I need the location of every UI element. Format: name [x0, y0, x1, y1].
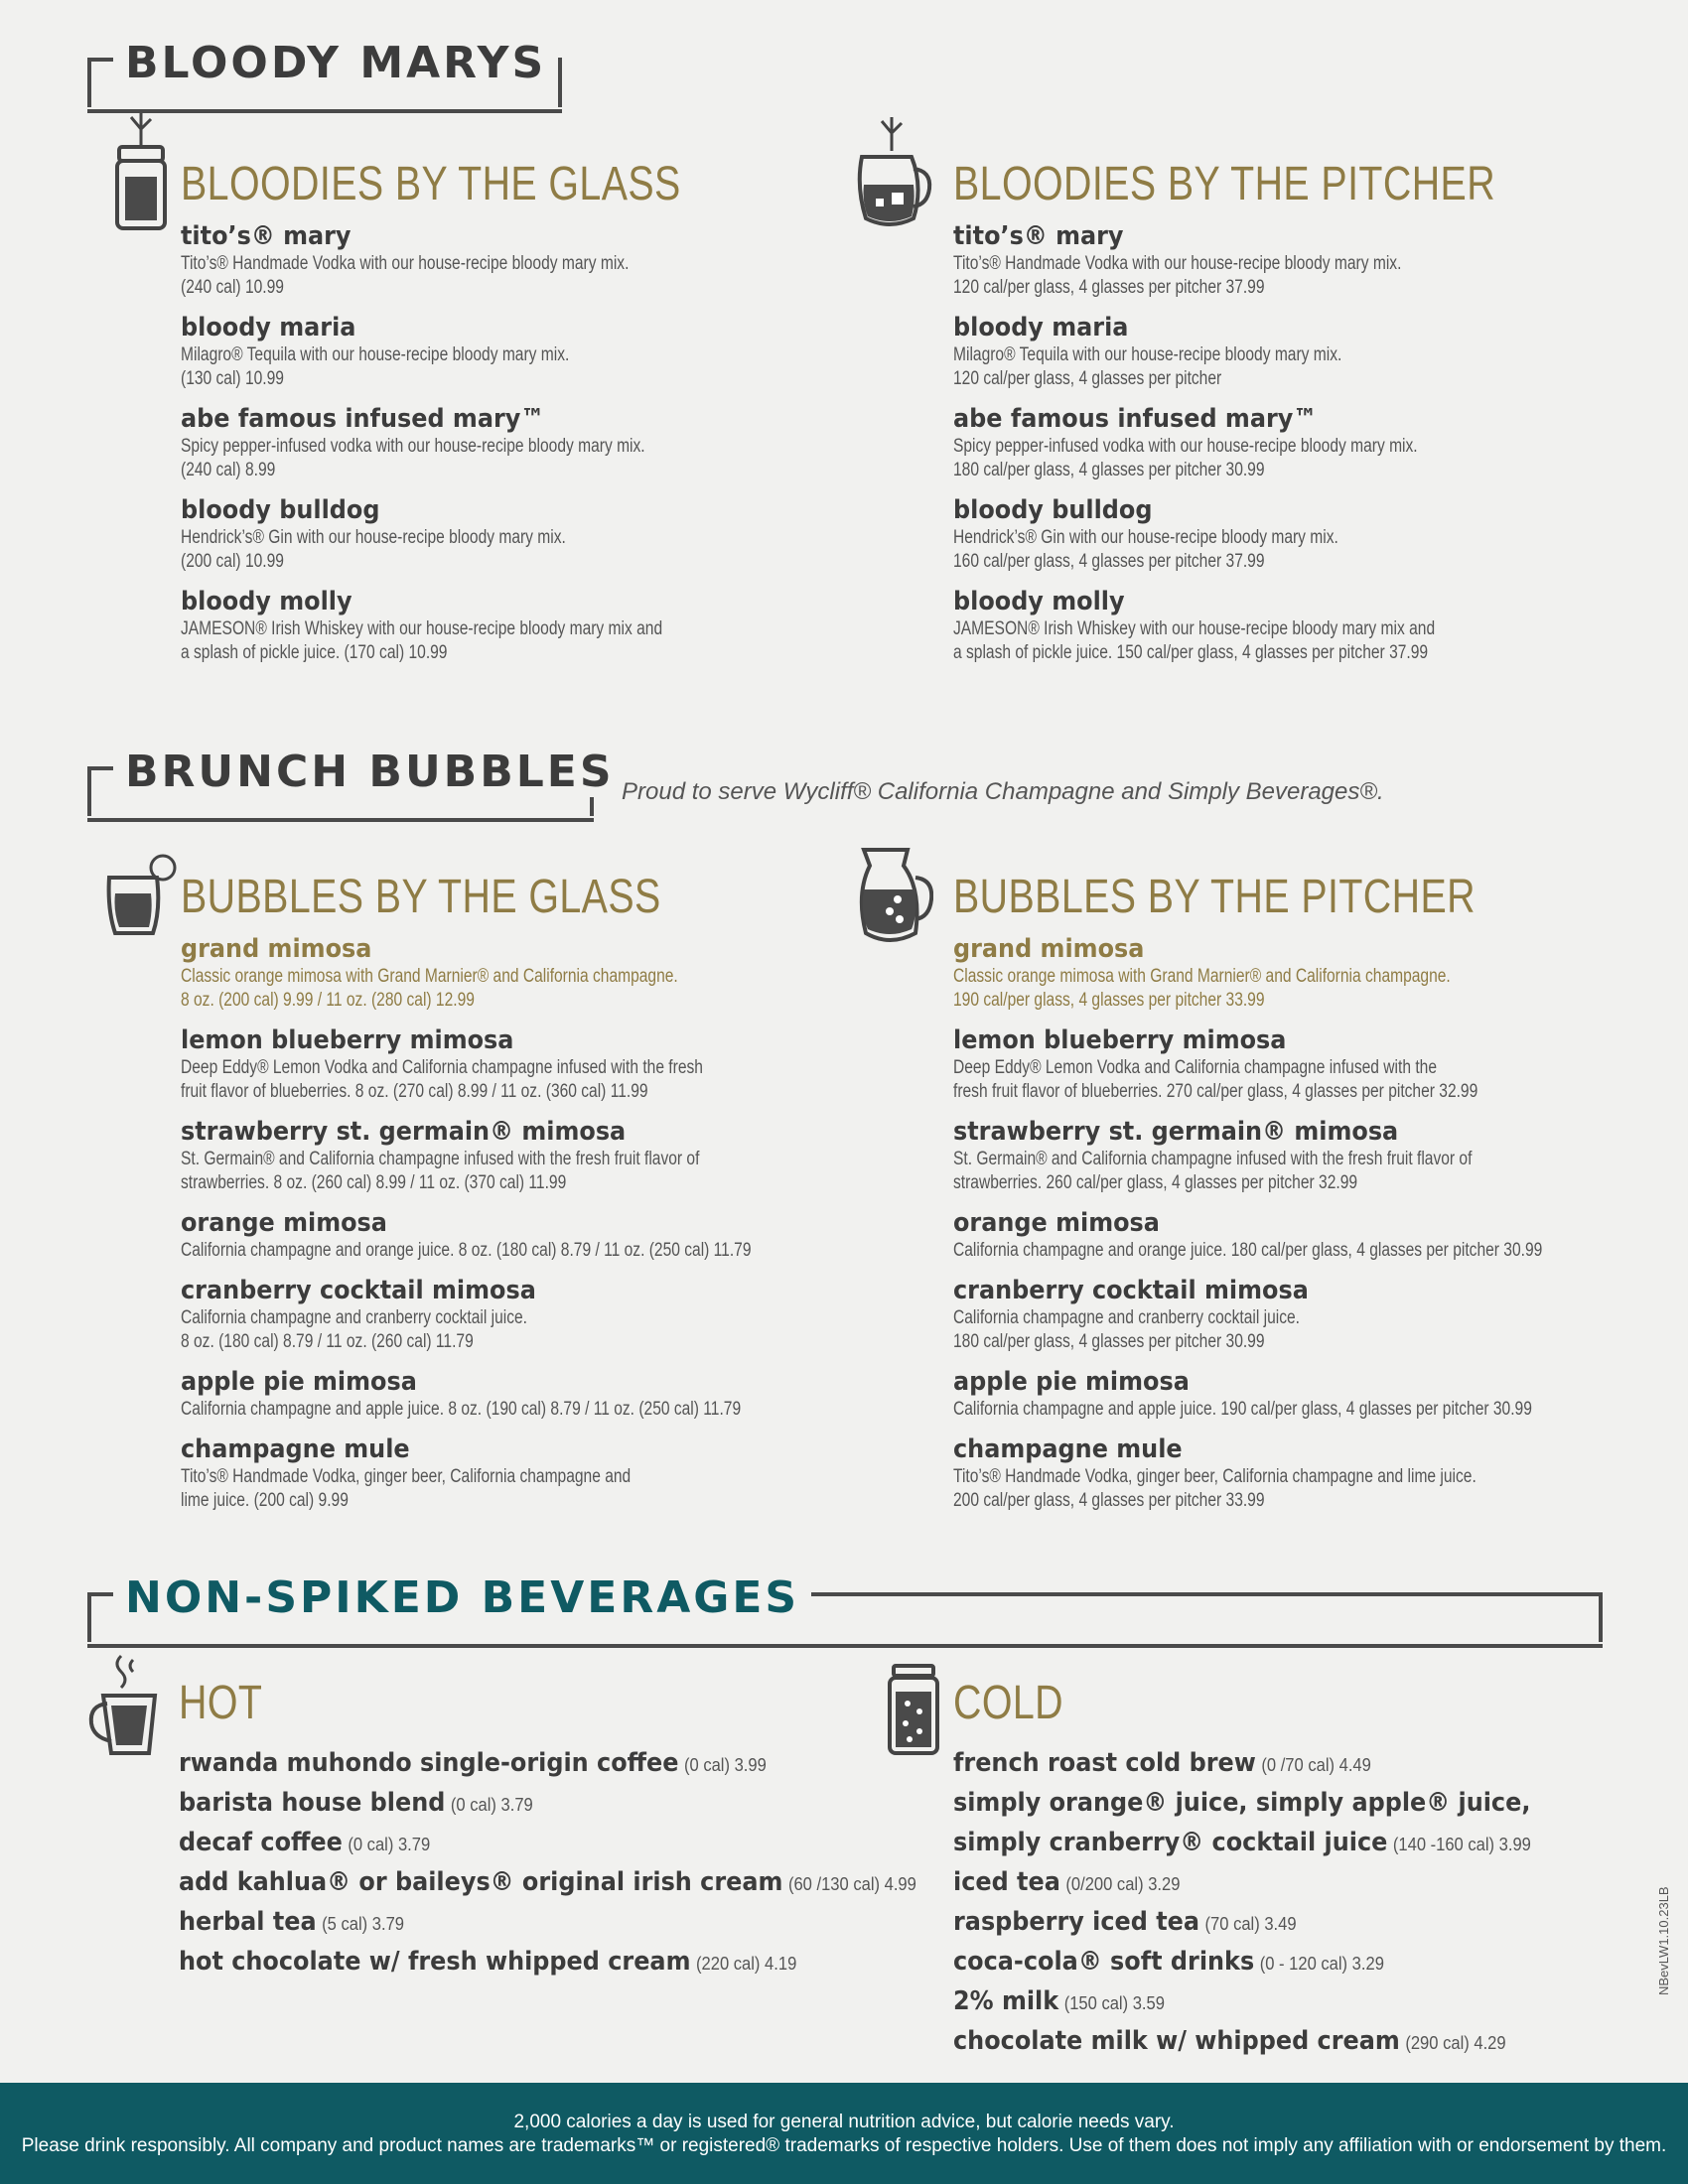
item-description: St. Germain® and California champagne infused with the fresh fruit flavor of [953, 1149, 1473, 1169]
item-description: California champagne and apple juice. 8 oz. (190 cal) 8.79 / 11 oz. (250 cal) 11.79 [181, 1399, 742, 1420]
menu-code: NBevLW1.10.23LB [1656, 1886, 1671, 1995]
beverage-price: (0 cal) 3.79 [348, 1835, 431, 1854]
item-name: tito’s® mary [953, 221, 1124, 251]
hot-title: HOT [179, 1677, 263, 1729]
item-price: strawberries. 260 cal/per glass, 4 glasses per pitcher 32.99 [953, 1172, 1358, 1193]
beverage-item [953, 1825, 1593, 1864]
item-name: cranberry cocktail mimosa [181, 1276, 536, 1305]
bloodies-glass-column [181, 157, 836, 677]
bubbles-glass-title: BUBBLES BY THE GLASS [181, 871, 661, 923]
item-description: Hendrick’s® Gin with our house-recipe bloody mary mix. [181, 527, 566, 548]
menu-item [181, 403, 836, 482]
item-name: strawberry st. germain® mimosa [953, 1117, 1399, 1147]
item-price: (240 cal) 10.99 [181, 277, 284, 298]
item-name: bloody molly [953, 587, 1125, 616]
item-price: a splash of pickle juice. (170 cal) 10.99 [181, 642, 448, 663]
beverage-price: (0 - 120 cal) 3.29 [1259, 1954, 1384, 1974]
bloodies-pitcher-column [953, 157, 1648, 677]
item-name: abe famous infused mary™ [953, 404, 1318, 434]
bloodies-pitcher-list [953, 220, 1648, 665]
item-price: 120 cal/per glass, 4 glasses per pitcher 37.99 [953, 277, 1265, 298]
menu-item [181, 1116, 896, 1195]
beverage-price: (0 /70 cal) 4.49 [1261, 1755, 1371, 1775]
item-name: bloody molly [181, 587, 352, 616]
item-name: apple pie mimosa [953, 1367, 1190, 1397]
item-price: (200 cal) 10.99 [181, 551, 284, 572]
item-description: Classic orange mimosa with Grand Marnier® and California champagne. [181, 966, 678, 987]
item-name: champagne mule [953, 1434, 1183, 1464]
beverage-item [179, 1864, 916, 1904]
footer-legal-note: Please drink responsibly. All company and product names are trademarks™ or registered® trademarks of respective holders. Use of them does not imply any affiliation with or endorsement by them. [21, 2135, 1667, 2156]
menu-item [181, 1275, 896, 1354]
beverage-name: chocolate milk w/ whipped cream [953, 2026, 1400, 2056]
beverage-name: herbal tea [179, 1907, 317, 1937]
menu-item [181, 1207, 896, 1263]
hot-list [179, 1745, 914, 1983]
menu-item [181, 1024, 896, 1104]
tumbler-icon [103, 850, 183, 941]
item-description: California champagne and cranberry cocktail juice. [181, 1307, 527, 1328]
menu-item [953, 586, 1648, 665]
section-title: BRUNCH BUBBLES [113, 747, 627, 797]
hot-column [179, 1676, 914, 1983]
glass-icon [111, 107, 175, 234]
bubbles-glass-column [181, 870, 896, 1525]
menu-item [953, 1207, 1648, 1263]
footer [0, 2083, 1688, 2184]
item-name: orange mimosa [181, 1208, 387, 1238]
menu-item [181, 1433, 896, 1513]
item-description: Hendrick’s® Gin with our house-recipe bloody mary mix. [953, 527, 1338, 548]
beverage-price: (220 cal) 4.19 [696, 1954, 797, 1974]
item-description: Tito’s® Handmade Vodka with our house-recipe bloody mary mix. [953, 253, 1402, 274]
beverage-item [953, 2023, 1593, 2063]
section-title: NON-SPIKED BEVERAGES [113, 1572, 811, 1623]
bubbles-pitcher-title: BUBBLES BY THE PITCHER [953, 871, 1476, 923]
beverage-price: (290 cal) 4.29 [1405, 2033, 1506, 2053]
bloodies-glass-list [181, 220, 836, 665]
cold-list [953, 1745, 1648, 2063]
menu-item [181, 933, 896, 1013]
menu-item [181, 312, 836, 391]
item-description: JAMESON® Irish Whiskey with our house-recipe bloody mary mix and [953, 618, 1436, 639]
beverage-name: rwanda muhondo single-origin coffee [179, 1748, 679, 1778]
jar-icon [884, 1662, 943, 1757]
item-name: tito’s® mary [181, 221, 352, 251]
bubbles-tagline: Proud to serve Wycliff® California Champagne and Simply Beverages®. [622, 778, 1384, 805]
beverage-price: (150 cal) 3.59 [1063, 1993, 1165, 2013]
beverage-price: (0 cal) 3.79 [450, 1795, 533, 1815]
item-price: lime juice. (200 cal) 9.99 [181, 1490, 349, 1511]
item-name: grand mimosa [953, 934, 1145, 964]
item-price: 180 cal/per glass, 4 glasses per pitcher 30.99 [953, 1331, 1265, 1352]
beverage-price: (140 -160 cal) 3.99 [1392, 1835, 1531, 1854]
item-name: bloody bulldog [953, 495, 1153, 525]
menu-item [181, 494, 836, 574]
item-description: California champagne and orange juice. 8 oz. (180 cal) 8.79 / 11 oz. (250 cal) 11.79 [181, 1240, 752, 1261]
beverage-item [179, 1825, 855, 1864]
item-name: apple pie mimosa [181, 1367, 417, 1397]
beverage-name: simply orange® juice, simply apple® juice, [953, 1788, 1531, 1818]
cold-column [953, 1676, 1648, 2063]
item-name: grand mimosa [181, 934, 372, 964]
menu-item [181, 1366, 896, 1422]
bloody-marys-header [87, 38, 562, 107]
item-price: strawberries. 8 oz. (260 cal) 8.99 / 11 oz. (370 cal) 11.99 [181, 1172, 567, 1193]
item-description: Spicy pepper-infused vodka with our house-recipe bloody mary mix. [181, 436, 645, 457]
item-price: 8 oz. (180 cal) 8.79 / 11 oz. (260 cal) 11.79 [181, 1331, 474, 1352]
menu-item [181, 220, 836, 300]
item-price: fresh fruit flavor of blueberries. 270 cal/per glass, 4 glasses per pitcher 32.99 [953, 1081, 1478, 1102]
bubbles-pitcher-list [953, 933, 1648, 1513]
menu-item [953, 1275, 1648, 1354]
beverage-name: french roast cold brew [953, 1748, 1256, 1778]
item-description: California champagne and apple juice. 190 cal/per glass, 4 glasses per pitcher 30.99 [953, 1399, 1532, 1420]
menu-item [953, 1116, 1648, 1195]
item-price: (240 cal) 8.99 [181, 460, 276, 480]
item-name: orange mimosa [953, 1208, 1160, 1238]
beverage-price: (0 cal) 3.99 [683, 1755, 767, 1775]
beverage-price: (0/200 cal) 3.29 [1065, 1874, 1181, 1894]
item-description: California champagne and cranberry cocktail juice. [953, 1307, 1300, 1328]
item-name: bloody maria [953, 313, 1129, 342]
item-name: strawberry st. germain® mimosa [181, 1117, 627, 1147]
item-description: California champagne and orange juice. 180 cal/per glass, 4 glasses per pitcher 30.99 [953, 1240, 1543, 1261]
beverage-item [179, 1904, 855, 1944]
pitcher-icon [850, 107, 933, 234]
item-description: Tito’s® Handmade Vodka with our house-recipe bloody mary mix. [181, 253, 630, 274]
item-price: 120 cal/per glass, 4 glasses per pitcher [953, 368, 1222, 389]
beverage-item [179, 1785, 855, 1825]
menu-item [953, 403, 1648, 482]
beverage-item [953, 1745, 1593, 1785]
menu-item [953, 312, 1648, 391]
beverage-item [953, 1944, 1593, 1983]
item-description: Tito’s® Handmade Vodka, ginger beer, California champagne and [181, 1466, 632, 1487]
menu-item [953, 1433, 1648, 1513]
beverage-name: iced tea [953, 1867, 1060, 1897]
menu-item [953, 220, 1648, 300]
beverage-name: coca-cola® soft drinks [953, 1947, 1255, 1977]
beverage-item [953, 1864, 1593, 1904]
menu-item [953, 933, 1648, 1013]
hot-cup-icon [85, 1650, 175, 1759]
menu-item [953, 494, 1648, 574]
item-name: abe famous infused mary™ [181, 404, 545, 434]
item-name: bloody bulldog [181, 495, 380, 525]
bubbles-pitcher-column [953, 870, 1648, 1525]
item-name: bloody maria [181, 313, 356, 342]
beverage-name: raspberry iced tea [953, 1907, 1200, 1937]
item-name: lemon blueberry mimosa [181, 1025, 514, 1055]
item-description: JAMESON® Irish Whiskey with our house-recipe bloody mary mix and [181, 618, 663, 639]
beverage-name: 2% milk [953, 1986, 1059, 2016]
item-description: Tito’s® Handmade Vodka, ginger beer, California champagne and lime juice. [953, 1466, 1477, 1487]
item-description: Milagro® Tequila with our house-recipe bloody mary mix. [953, 344, 1342, 365]
beverage-item [179, 1745, 855, 1785]
cold-title: COLD [953, 1677, 1063, 1729]
beverage-item [953, 1983, 1593, 2023]
item-name: champagne mule [181, 1434, 410, 1464]
beverage-name: decaf coffee [179, 1828, 343, 1857]
beverage-name: add kahlua® or baileys® original irish cream [179, 1867, 783, 1897]
item-price: 190 cal/per glass, 4 glasses per pitcher 33.99 [953, 990, 1265, 1011]
section-title: BLOODY MARYS [113, 38, 558, 88]
bubbles-pitcher-icon [850, 844, 933, 947]
beverage-name: hot chocolate w/ fresh whipped cream [179, 1947, 691, 1977]
item-name: lemon blueberry mimosa [953, 1025, 1287, 1055]
beverage-name: barista house blend [179, 1788, 446, 1818]
menu-item [953, 1366, 1648, 1422]
bloodies-pitcher-title: BLOODIES BY THE PITCHER [953, 158, 1496, 210]
beverage-item [953, 1785, 1593, 1825]
menu-item [953, 1024, 1648, 1104]
beverage-price: (60 /130 cal) 4.99 [787, 1874, 916, 1894]
non-spiked-header [87, 1572, 1603, 1642]
item-description: Classic orange mimosa with Grand Marnier® and California champagne. [953, 966, 1451, 987]
item-description: Milagro® Tequila with our house-recipe bloody mary mix. [181, 344, 570, 365]
footer-calories-note: 2,000 calories a day is used for general nutrition advice, but calorie needs vary. [513, 2112, 1175, 2132]
beverage-item [953, 1904, 1593, 1944]
beverage-price: (70 cal) 3.49 [1204, 1914, 1297, 1934]
item-description: Deep Eddy® Lemon Vodka and California champagne infused with the fresh [181, 1057, 703, 1078]
bloodies-glass-title: BLOODIES BY THE GLASS [181, 158, 681, 210]
item-description: Deep Eddy® Lemon Vodka and California champagne infused with the [953, 1057, 1437, 1078]
beverage-item [179, 1944, 855, 1983]
beverage-price: (5 cal) 3.79 [322, 1914, 405, 1934]
item-price: 200 cal/per glass, 4 glasses per pitcher 33.99 [953, 1490, 1265, 1511]
item-description: Spicy pepper-infused vodka with our house-recipe bloody mary mix. [953, 436, 1418, 457]
bubbles-glass-list [181, 933, 896, 1513]
item-price: 8 oz. (200 cal) 9.99 / 11 oz. (280 cal) 12.99 [181, 990, 475, 1011]
item-price: 160 cal/per glass, 4 glasses per pitcher 37.99 [953, 551, 1265, 572]
item-price: fruit flavor of blueberries. 8 oz. (270 cal) 8.99 / 11 oz. (360 cal) 11.99 [181, 1081, 648, 1102]
brunch-bubbles-header [87, 747, 615, 816]
item-price: (130 cal) 10.99 [181, 368, 284, 389]
menu-item [181, 586, 836, 665]
item-name: cranberry cocktail mimosa [953, 1276, 1309, 1305]
beverage-name: simply cranberry® cocktail juice [953, 1828, 1388, 1857]
item-description: St. Germain® and California champagne infused with the fresh fruit flavor of [181, 1149, 700, 1169]
item-price: 180 cal/per glass, 4 glasses per pitcher 30.99 [953, 460, 1265, 480]
item-price: a splash of pickle juice. 150 cal/per glass, 4 glasses per pitcher 37.99 [953, 642, 1429, 663]
